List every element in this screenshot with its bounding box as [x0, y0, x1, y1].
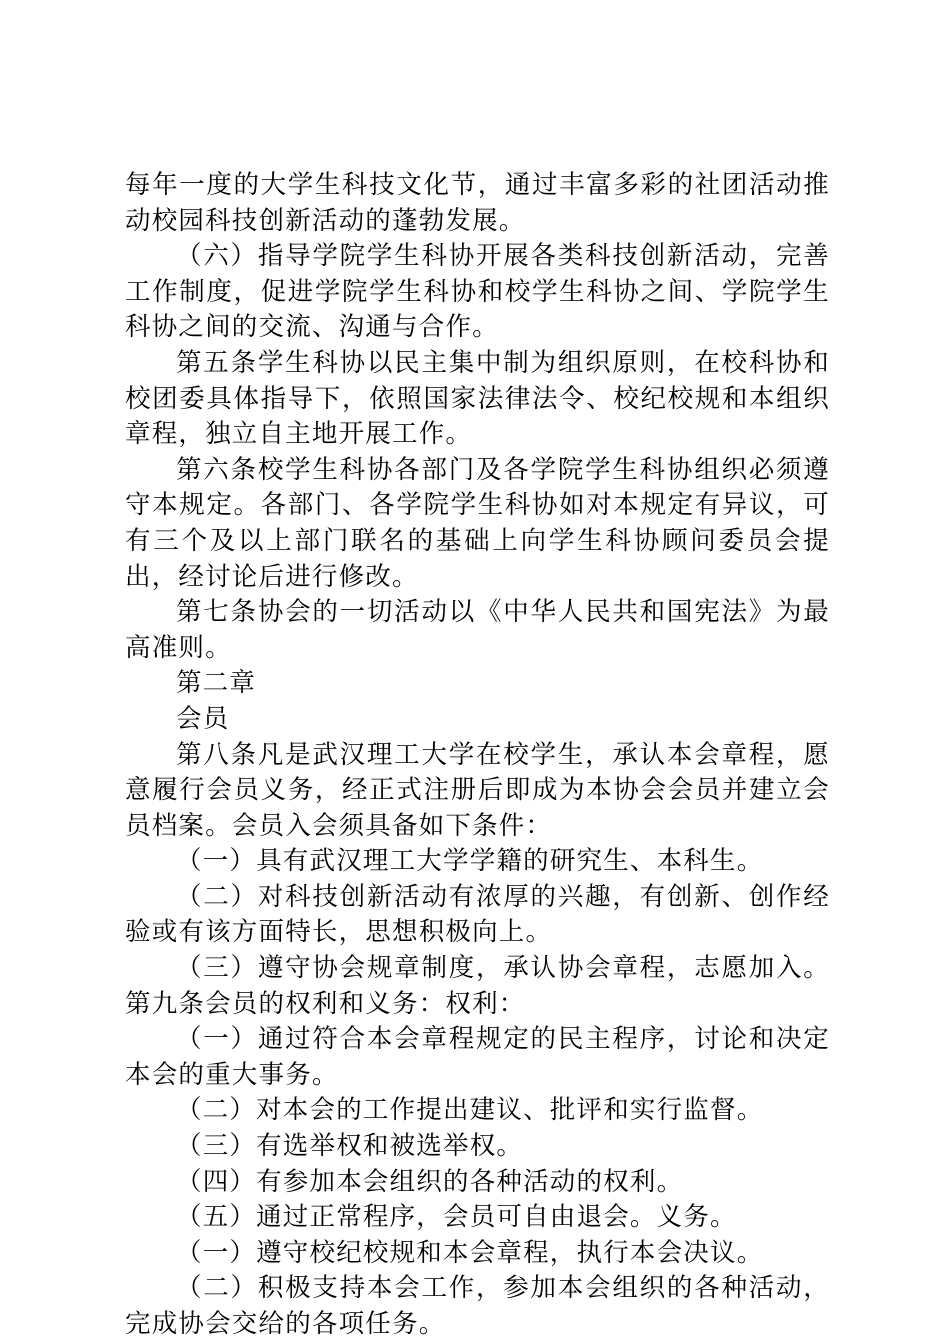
chapter-title: 会员	[176, 703, 230, 734]
paragraph-continuation: 每年一度的大学生科技文化节，通过丰富多彩的社团活动推动校园科技创新活动的蓬勃发展。	[125, 170, 830, 236]
right-item-1: （一）通过符合本会章程规定的民主程序，讨论和决定本会的重大事务。	[125, 1024, 830, 1090]
document-body	[125, 168, 830, 1343]
paragraph-article-7: 第七条协会的一切活动以《中华人民共和国宪法》为最高准则。	[125, 597, 830, 663]
paragraph-article-5: 第五条学生科协以民主集中制为组织原则，在校科协和校团委具体指导下，依照国家法律法令、校纪校规和本组织章程，独立自主地开展工作。	[125, 347, 830, 450]
duty-item-1: （一）遵守校纪校规和本会章程，执行本会决议。	[176, 1237, 764, 1268]
paragraph-article-6: 第六条校学生科协各部门及各学院学生科协组织必须遵守本规定。各部门、各学院学生科协如对本规定有异议，可有三个及以上部门联名的基础上向学生科协顾问委员会提出，经讨论后进行修改。	[125, 454, 830, 592]
condition-item-3: （三）遵守协会规章制度，承认协会章程，志愿加入。第九条会员的权利和义务：权利：	[125, 953, 830, 1019]
paragraph-item-6: （六）指导学院学生科协开展各类科技创新活动，完善工作制度，促进学院学生科协和校学生科协之间、学院学生科协之间的交流、沟通与合作。	[125, 241, 830, 343]
right-item-4: （四）有参加本会组织的各种活动的权利。	[176, 1166, 684, 1197]
chapter-heading: 第二章	[176, 668, 257, 699]
paragraph-article-8: 第八条凡是武汉理工大学在校学生，承认本会章程，愿意履行会员义务，经正式注册后即成为本协会会员并建立会员档案。会员入会须具备如下条件：	[125, 739, 830, 841]
condition-item-2: （二）对科技创新活动有浓厚的兴趣，有创新、创作经验或有该方面特长，思想积极向上。	[125, 881, 830, 948]
right-item-3: （三）有选举权和被选举权。	[176, 1131, 524, 1162]
right-item-2: （二）对本会的工作提出建议、批评和实行监督。	[176, 1095, 764, 1126]
right-item-5: （五）通过正常程序，会员可自由退会。义务。	[176, 1202, 737, 1233]
duty-item-2: （二）积极支持本会工作，参加本会组织的各种活动，完成协会交给的各项任务。	[125, 1273, 830, 1339]
condition-item-1: （一）具有武汉理工大学学籍的研究生、本科生。	[176, 846, 764, 877]
